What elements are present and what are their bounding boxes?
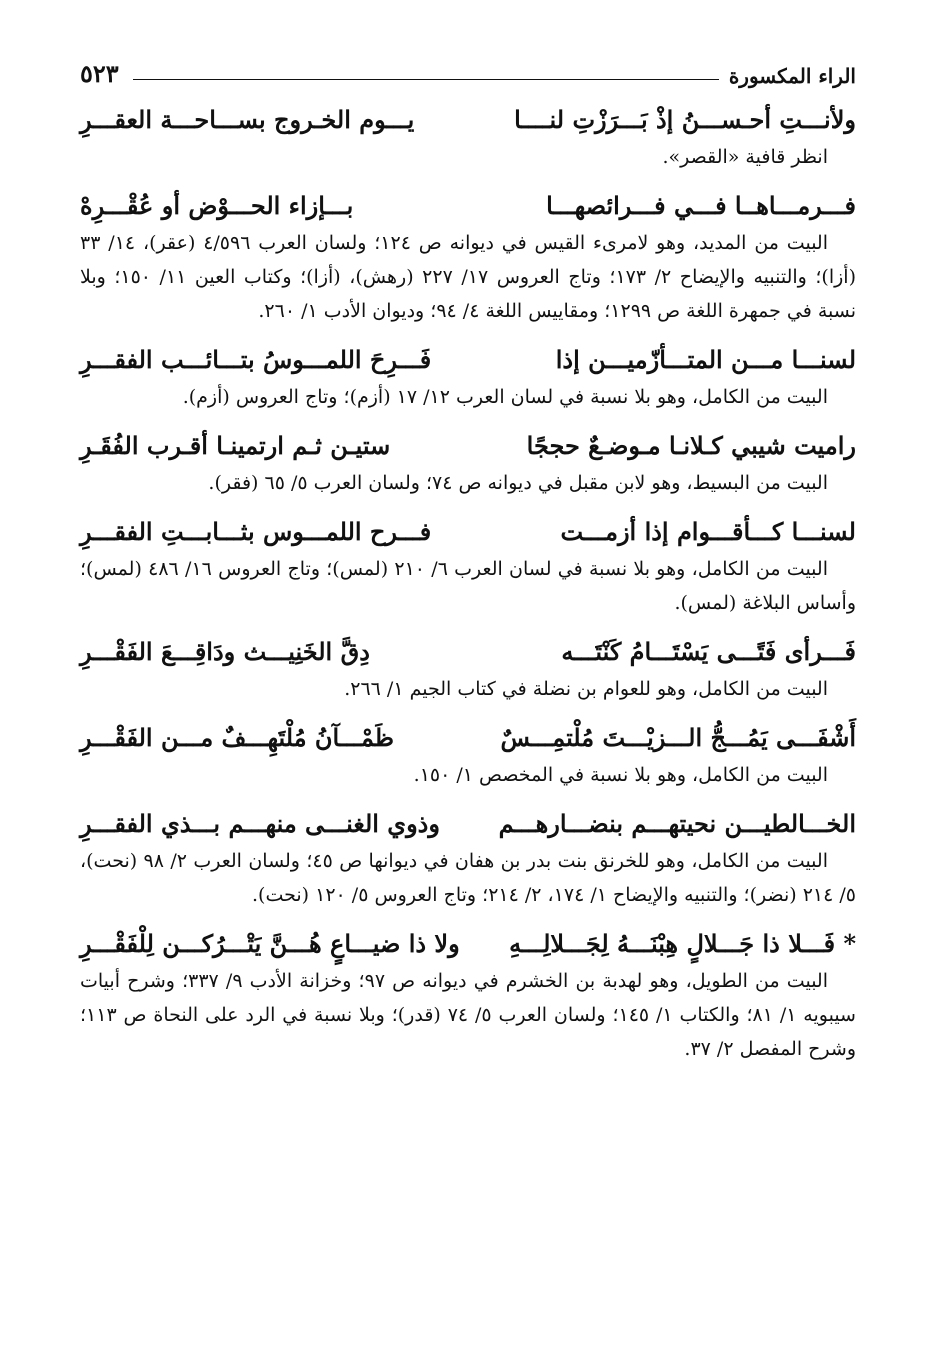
source-note: البيت من الكامل، وهو بلا نسبة في المخصص ١/ ١٥٠. bbox=[413, 764, 828, 786]
source-note: انظر قافية «القصر». bbox=[662, 146, 828, 168]
verse-second-hemistich: فـــرح اللمـــوس بثـــابـــتِ الفقـــرِ bbox=[80, 517, 432, 546]
header-rule bbox=[133, 79, 719, 80]
source-note: البيت من الكامل، وهو للخرنق بنت بدر بن هفان في ديوانها ص ٤٥؛ ولسان العرب ٢/ ٩٨ (نحت)، ٥/ ٢١٤ (نضر)؛ والتنبيه والإيضاح ١/ ١٧٤، ٢/ ٢١٤؛ وتاج العروس ٥/ ١٢٠ (نحت). bbox=[80, 850, 856, 906]
entry-4 bbox=[80, 426, 856, 500]
verse bbox=[80, 340, 856, 380]
verse-first-hemistich: فـــرمـــاهــا فـــي فـــرائصهـــا bbox=[546, 191, 856, 220]
verse-first-hemistich: * فَـــلا ذا جَـــلالٍ هِبْنَـــهُ لِجَـــلالِـــهِ bbox=[509, 929, 856, 958]
source-note: البيت من البسيط، وهو لابن مقبل في ديوانه ص ٧٤؛ ولسان العرب ٥/ ٦٥ (فقر). bbox=[208, 472, 828, 494]
verse-first-hemistich: الخـــالطيـــن نحيتهـــم بنضـــارهـــم bbox=[498, 809, 856, 838]
verse-second-hemistich: وذوي الغنـــى منهـــم بـــذي الفقـــرِ bbox=[80, 809, 440, 838]
source-note: البيت من الكامل، وهو بلا نسبة في لسان العرب ١٢/ ١٧ (أزم)؛ وتاج العروس (أزم). bbox=[182, 386, 828, 408]
page-number: ٥٢٣ bbox=[80, 59, 119, 88]
verse bbox=[80, 512, 856, 552]
entry-3 bbox=[80, 340, 856, 414]
entry-8 bbox=[80, 804, 856, 912]
entry-2 bbox=[80, 186, 856, 328]
verse-first-hemistich: لسنـــا كـــأقـــوام إذا أزمـــت bbox=[560, 517, 856, 546]
verse bbox=[80, 804, 856, 844]
verse-second-hemistich: يـــوم الخـروج بســـاحـــة العقـــرِ bbox=[80, 105, 415, 134]
verse-second-hemistich: بـــإزاء الحـــوْض أو عُقْـــرِهْ bbox=[80, 191, 354, 220]
verse-first-hemistich: لسنـــا مـــن المتـــأزّميـــن إذا bbox=[555, 345, 856, 374]
entry-5 bbox=[80, 512, 856, 620]
source-note: البيت من الطويل، وهو لهدبة بن الخشرم في ديوانه ص ٩٧؛ وخزانة الأدب ٩/ ٣٣٧؛ وشرح أبيات سيبويه ١/ ٨١؛ والكتاب ١/ ١٤٥؛ ولسان العرب ٥/ ٧٤ (قدر)؛ وبلا نسبة في الرد على النحاة ص ١١٣؛ وشرح المفصل ٢/ ٣٧. bbox=[80, 970, 856, 1060]
verse bbox=[80, 718, 856, 758]
entry-1 bbox=[80, 100, 856, 174]
verse-first-hemistich: فَـــرأى فَتًـــى يَسْتَـــامُ كَنْتَـــه bbox=[561, 637, 856, 666]
verse-first-hemistich: راميت شيبي كـلانـا مـوضـعٌ حججًا bbox=[526, 431, 856, 460]
verse bbox=[80, 186, 856, 226]
entry-9 bbox=[80, 924, 856, 1066]
page-header bbox=[80, 40, 856, 88]
verse bbox=[80, 100, 856, 140]
verse-first-hemistich: أَشْفَـــى يَمُـــجُّ الـــزيْـــتَ مُلْتمِـــسٌ bbox=[500, 723, 856, 752]
source-note: البيت من الكامل، وهو للعوام بن نضلة في كتاب الجيم ١/ ٢٦٦. bbox=[344, 678, 828, 700]
chapter-title: الراء المكسورة bbox=[728, 64, 856, 88]
verse bbox=[80, 632, 856, 672]
verse-second-hemistich: دِقَّ الخَنِيـــث ودَاقِـــعَ الفَقْـــرِ bbox=[80, 637, 370, 666]
verse-second-hemistich: ظَمْـــآنُ مُلْتَهِـــفٌ مـــن الفَقْـــرِ bbox=[80, 723, 394, 752]
verse-second-hemistich: ولا ذا ضيـــاعٍ هُـــنَّ يَتْـــرُكـــن لِلْفَقْـــرِ bbox=[80, 929, 460, 958]
source-note: البيت من الكامل، وهو بلا نسبة في لسان العرب ٦/ ٢١٠ (لمس)؛ وتاج العروس ١٦/ ٤٨٦ (لمس)؛ وأساس البلاغة (لمس). bbox=[80, 558, 856, 614]
verse-first-hemistich: ولأنـــتِ أحـســـنُ إذْ بَـــرَزْتِ لنــــا bbox=[514, 105, 856, 134]
verse bbox=[80, 426, 856, 466]
verse bbox=[80, 924, 856, 964]
entry-6 bbox=[80, 632, 856, 706]
page bbox=[80, 40, 856, 1066]
source-note: البيت من المديد، وهو لامرىء القيس في ديوانه ص ١٢٤؛ ولسان العرب ٤/٥٩٦ (عقر)، ١٤/ ٣٣ (أزا)؛ والتنبيه والإيضاح ٢/ ١٧٣؛ وتاج العروس ١٧/ ٢٢٧ (رهش)، (أزا)؛ وكتاب العين ١١/ ١٥٠؛ وبلا نسبة في جمهرة اللغة ص ١٢٩٩؛ ومقاييس اللغة ٤/ ٩٤؛ وديوان الأدب ١/ ٢٦٠. bbox=[80, 232, 856, 322]
verse-second-hemistich: ستيـن ثـم ارتمينـا أقـرب الفُقَـرِ bbox=[80, 431, 391, 460]
entry-7 bbox=[80, 718, 856, 792]
verse-second-hemistich: فَـــرِحَ اللمـــوسُ بتـــائـــب الفقـــرِ bbox=[80, 345, 432, 374]
